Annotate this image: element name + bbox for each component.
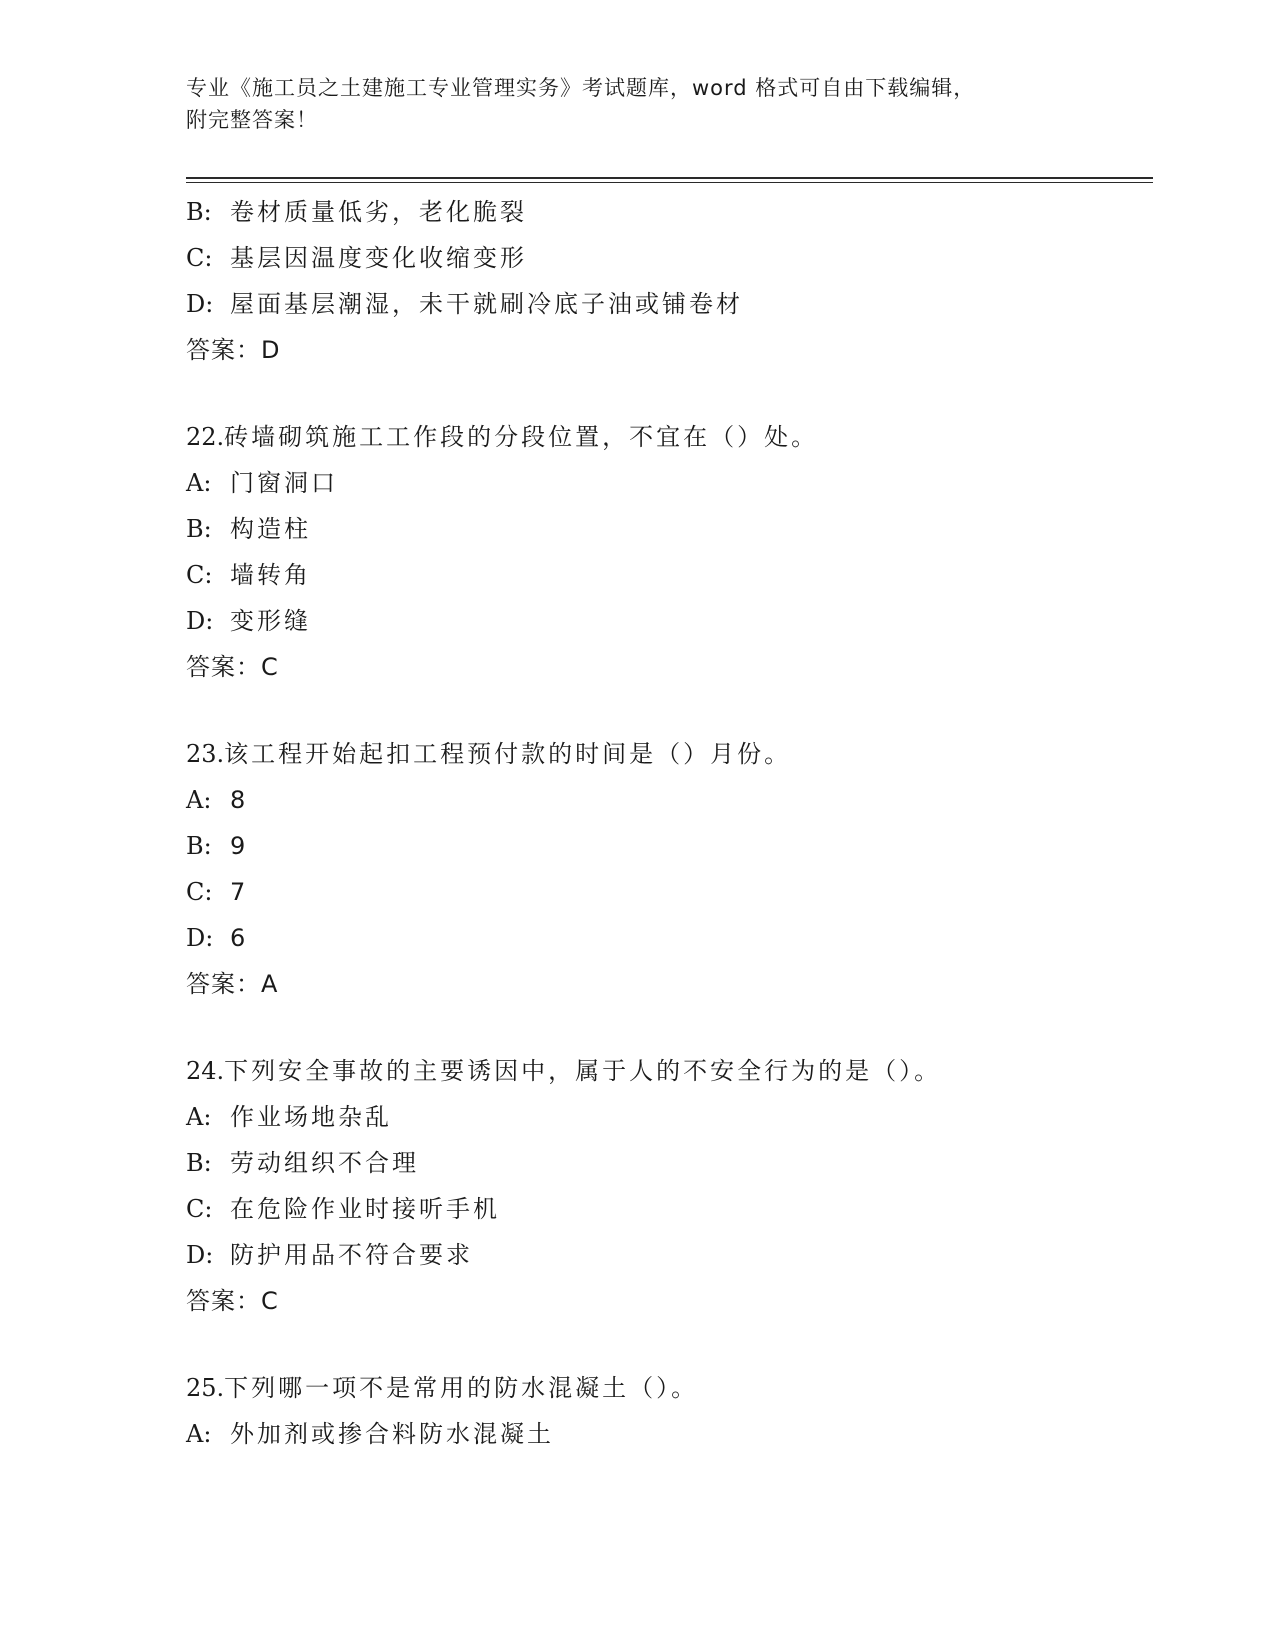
spacer — [186, 1007, 1146, 1048]
question-text: 下列安全事故的主要诱因中，属于人的不安全行为的是（）。 — [224, 1057, 942, 1085]
question-text: 该工程开始起扣工程预付款的时间是（）月份。 — [224, 740, 792, 768]
option-text: 防护用品不符合要求 — [230, 1241, 473, 1269]
question-number: 24. — [186, 1057, 225, 1085]
option-d — [186, 598, 1146, 644]
option-d — [186, 1232, 1146, 1278]
option-text: 门窗洞口 — [230, 469, 338, 497]
spacer — [186, 690, 1146, 731]
question-text: 下列哪一项不是常用的防水混凝土（）。 — [224, 1374, 699, 1402]
question-stem — [186, 1048, 1146, 1094]
option-letter: A: — [186, 1420, 212, 1448]
question-21-partial — [186, 189, 1146, 373]
option-text: 外加剂或掺合料防水混凝土 — [230, 1420, 554, 1448]
option-letter: D: — [186, 607, 214, 635]
header-divider — [186, 177, 1153, 183]
question-number: 23. — [186, 740, 225, 768]
option-a — [186, 777, 1146, 823]
option-text: 墙转角 — [230, 561, 311, 589]
option-text: 作业场地杂乱 — [230, 1103, 392, 1131]
question-22 — [186, 414, 1146, 690]
answer: 答案：D — [186, 336, 281, 364]
question-text: 砖墙砌筑施工工作段的分段位置，不宜在（）处。 — [224, 423, 819, 451]
question-24 — [186, 1048, 1146, 1324]
option-letter: B: — [186, 1149, 212, 1177]
answer: 答案：A — [186, 970, 279, 998]
question-25 — [186, 1365, 1146, 1457]
option-letter: C: — [186, 244, 213, 272]
question-stem — [186, 414, 1146, 460]
option-b — [186, 823, 1146, 869]
option-c — [186, 1186, 1146, 1232]
option-text: 变形缝 — [230, 607, 311, 635]
option-letter: C: — [186, 1195, 213, 1223]
option-letter: B: — [186, 515, 212, 543]
option-letter: C: — [186, 878, 213, 906]
option-a — [186, 1411, 1146, 1457]
option-text: 6 — [230, 924, 249, 952]
question-number: 25. — [186, 1374, 225, 1402]
question-number: 22. — [186, 423, 225, 451]
option-letter: B: — [186, 832, 212, 860]
question-stem — [186, 1365, 1146, 1411]
option-text: 构造柱 — [230, 515, 311, 543]
option-letter: D: — [186, 924, 214, 952]
header-line-2: 附完整答案！ — [186, 108, 318, 132]
option-d — [186, 281, 1146, 327]
question-stem — [186, 731, 1146, 777]
option-text: 屋面基层潮湿，未干就刷冷底子油或铺卷材 — [230, 290, 743, 318]
option-text: 在危险作业时接听手机 — [230, 1195, 500, 1223]
option-text: 劳动组织不合理 — [230, 1149, 419, 1177]
question-list — [186, 189, 1146, 1457]
option-text: 卷材质量低劣，老化脆裂 — [230, 198, 527, 226]
option-letter: A: — [186, 469, 212, 497]
spacer — [186, 373, 1146, 414]
option-letter: C: — [186, 561, 213, 589]
option-text: 8 — [230, 786, 249, 814]
spacer — [186, 1324, 1146, 1365]
option-letter: A: — [186, 1103, 212, 1131]
option-a — [186, 460, 1146, 506]
header-line-1: 专业《施工员之土建施工专业管理实务》考试题库，word 格式可自由下载编辑， — [186, 76, 976, 100]
option-c — [186, 235, 1146, 281]
option-b — [186, 506, 1146, 552]
answer: 答案：C — [186, 1287, 279, 1315]
option-letter: D: — [186, 290, 214, 318]
question-23 — [186, 731, 1146, 1007]
option-a — [186, 1094, 1146, 1140]
option-c — [186, 552, 1146, 598]
answer: 答案：C — [186, 653, 279, 681]
document-header — [186, 72, 1086, 136]
option-letter: D: — [186, 1241, 214, 1269]
option-text: 9 — [230, 832, 249, 860]
option-text: 7 — [230, 878, 249, 906]
option-d — [186, 915, 1146, 961]
option-letter: A: — [186, 786, 212, 814]
option-b — [186, 1140, 1146, 1186]
option-b — [186, 189, 1146, 235]
option-c — [186, 869, 1146, 915]
option-letter: B: — [186, 198, 212, 226]
option-text: 基层因温度变化收缩变形 — [230, 244, 527, 272]
